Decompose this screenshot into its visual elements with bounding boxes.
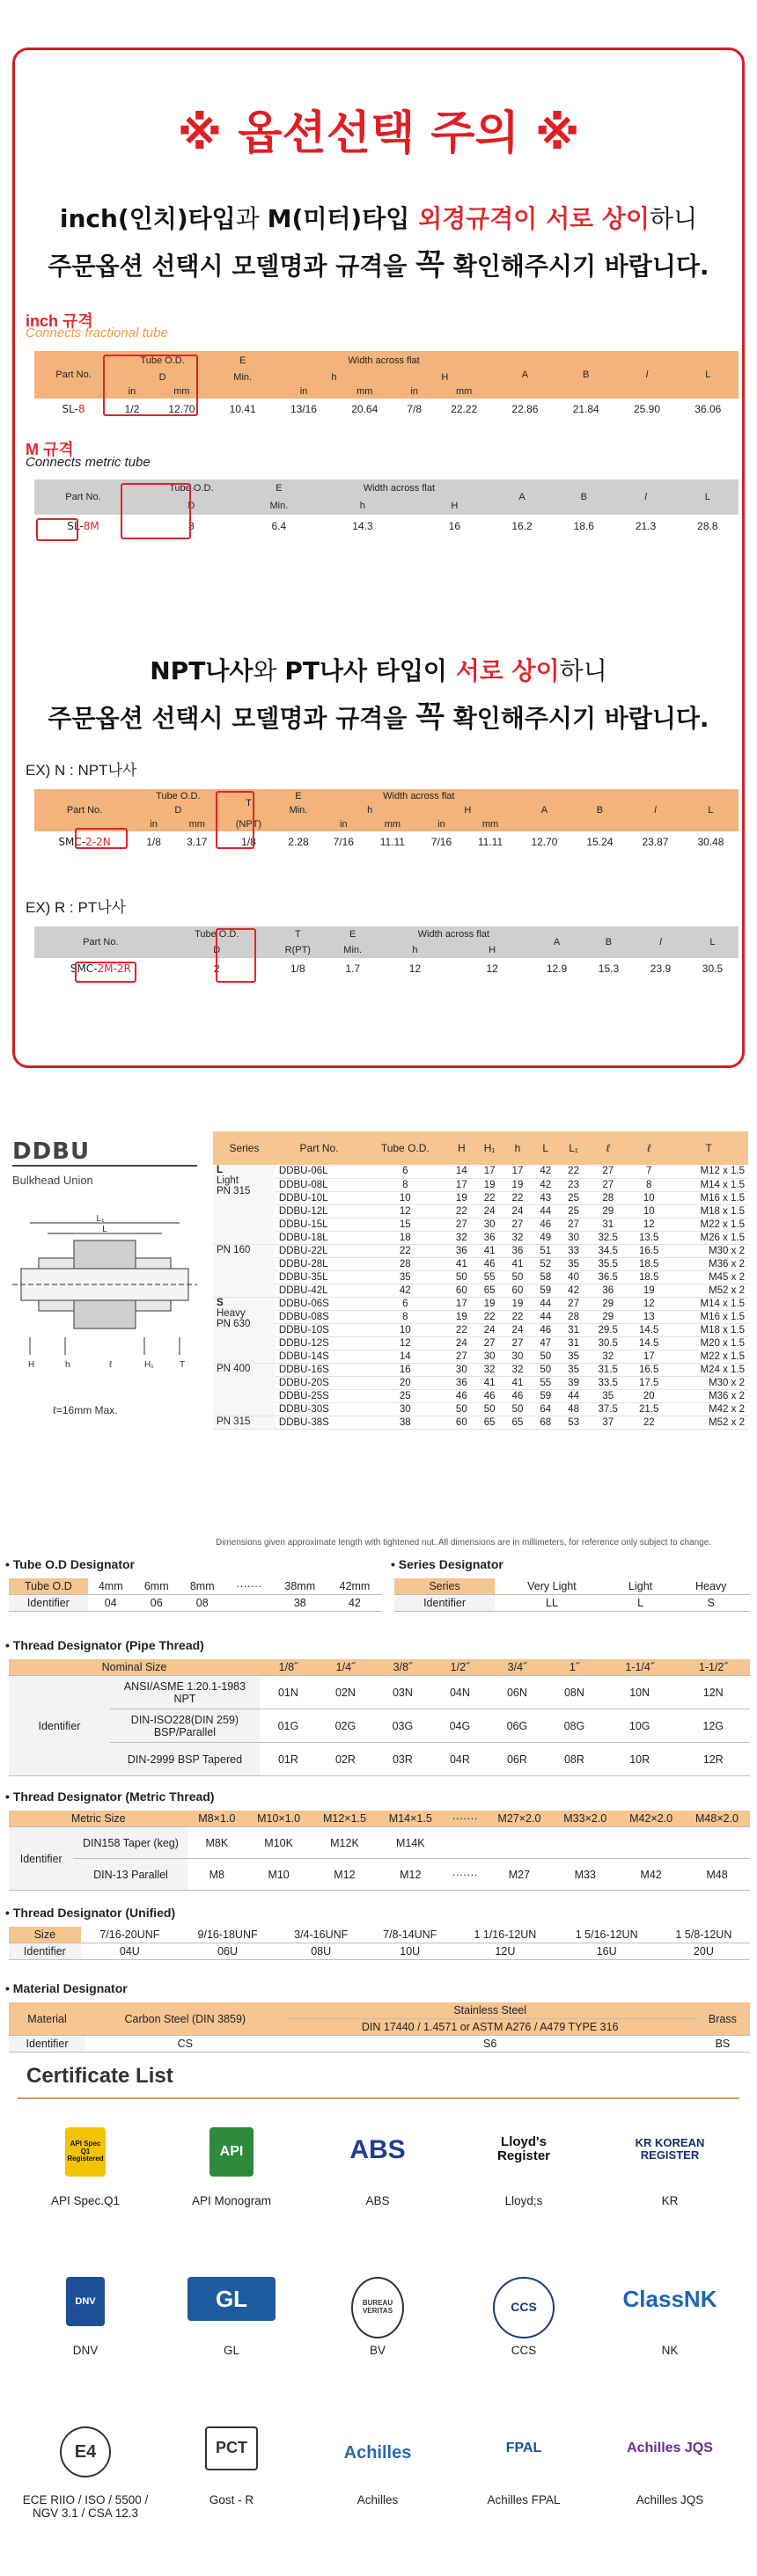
certificate-name: Gost - R	[209, 2493, 254, 2506]
unified-thread-table: Size 7/16-20UNF 9/16-18UNF 3/4-16UNF 7/8-14UNF 1 1/16-12UN 1 5/16-12UN 1 5/8-12UN Identifier 04U 06U 08U 10U 12U 16U 20U	[9, 1927, 750, 1960]
bulkhead-union-diagram	[12, 1214, 197, 1390]
certificate-name: Lloyd;s	[504, 2194, 543, 2207]
diagram-note: ℓ=16mm Max.	[53, 1404, 118, 1416]
abs-logo-icon: ABS	[325, 2127, 430, 2171]
certificate-item	[597, 2270, 743, 2411]
cert-divider	[18, 2097, 739, 2099]
ddbu-header-6: L	[532, 1131, 560, 1165]
thread-notice-line-1: NPT나사와 PT나사 타입이 서로 상이하니	[150, 656, 607, 685]
thread-notice-line-2: 주문옵션 선택시 모델명과 규격을 꼭 확인해주시기 바랍니다.	[48, 699, 709, 735]
ddbu-header-4: H₁	[475, 1131, 503, 1165]
achilles-jqs-logo-icon: Achilles JQS	[613, 2426, 727, 2470]
certificate-name: API Monogram	[191, 2194, 272, 2207]
pipe-thread-title: • Thread Designator (Pipe Thread)	[5, 1638, 204, 1652]
lloyd-s-register-logo-icon: Lloyd's Register	[475, 2127, 572, 2171]
npt-part-highlight-box	[75, 828, 128, 849]
ddbu-header-3: H	[447, 1131, 475, 1165]
material-table: Material Carbon Steel (DIN 3859) Stainless Steel Brass DIN 17440 / 1.4571 or ASTM A276 / A479 TYPE 316 Identifier CS S6 BS	[9, 2002, 750, 2053]
pct-logo-icon: PCT	[205, 2426, 258, 2470]
ddbu-series-cell: S Heavy PN 630	[213, 1297, 276, 1363]
certificate-name: ECE RIIO / ISO / 5500 / NGV 3.1 / CSA 12.3	[22, 2493, 149, 2520]
ddbu-row: PN 315 DDBU-38S 38 60 65 65 68 53 37 22 M52 x 2	[213, 1416, 748, 1429]
certificate-name: Achilles FPAL	[487, 2493, 561, 2506]
certificate-name: CCS	[511, 2344, 537, 2357]
pt-part-highlight-box	[75, 962, 136, 983]
notice-title: ※ 옵션선택 주의 ※	[177, 107, 580, 160]
ddbu-header-1: Part No.	[276, 1131, 363, 1165]
kr-korean-register-logo-icon: KR KOREAN REGISTER	[617, 2127, 723, 2171]
bureau-veritas-logo-icon: BUREAU VERITAS	[351, 2277, 404, 2338]
ddbu-header-8: ℓ	[587, 1131, 628, 1165]
unified-thread-title: • Thread Designator (Unified)	[5, 1906, 176, 1920]
ddbu-series-cell: L Light PN 315	[213, 1165, 276, 1244]
certificate-name: Achilles JQS	[636, 2493, 704, 2506]
certificate-name: Achilles	[356, 2493, 399, 2506]
series-table: Series Very Light Light Heavy Identifier LL L S	[394, 1578, 750, 1612]
metric-thread-title: • Thread Designator (Metric Thread)	[5, 1789, 215, 1804]
ccs-logo-icon: CCS	[493, 2277, 555, 2338]
certificate-item	[158, 2419, 305, 2560]
ddbu-row: DDBU-30S 30 50 50 50 64 48 37.5 21.5 M42 x 2	[213, 1402, 748, 1416]
npt-spec-table: Part No. Tube O.D. T E Width across flat A B l L D Min. h H in mm (NPT) in mm in mm SMC-2-2N 1/8 3.17 1/8 2.28 7/16 11.11 7/16 11.11 12.70 15.24 23.87 30.48	[34, 789, 739, 853]
series-title: • Series Designator	[391, 1557, 503, 1571]
ddbu-footnote: Dimensions given approximate length with tightened nut. All dimensions are in millimeters, for reference only subject to change.	[216, 1538, 712, 1548]
certificate-item	[305, 2419, 451, 2560]
e4-logo-icon: E4	[60, 2426, 111, 2477]
ddbu-header-0: Series	[213, 1131, 276, 1165]
ddbu-title: DDBU	[12, 1138, 91, 1165]
certificate-name: GL	[223, 2344, 239, 2357]
notice-line-2: 주문옵션 선택시 모델명과 규격을 꼭 확인해주시기 바랍니다.	[48, 247, 709, 282]
material-title: • Material Designator	[5, 1981, 128, 1995]
ddbu-row: PN 400 DDBU-16S 16 30 32 32 50 35 31.5 16.5 M24 x 1.5	[213, 1363, 748, 1376]
certificate-name: DNV	[72, 2344, 99, 2357]
ddbu-row: DDBU-12L 12 22 24 24 44 25 29 10 M18 x 1.5	[213, 1204, 748, 1218]
svg-text:h: h	[65, 1360, 70, 1370]
certificate-item	[305, 2120, 451, 2261]
ddbu-row: DDBU-18L 18 32 36 32 49 30 32.5 13.5 M26 x 1.5	[213, 1231, 748, 1244]
certificate-item	[12, 2270, 158, 2411]
m-sublabel: Connects metric tube	[26, 455, 151, 470]
certificate-name: NK	[661, 2344, 679, 2357]
ex-n-label: EX) N : NPT나사	[26, 762, 137, 779]
certificate-grid	[12, 2120, 745, 2569]
notice-line-1: inch(인치)타입과 M(미터)타입 외경규격이 서로 상이하니	[59, 204, 698, 233]
inch-part-no: SL-8	[62, 403, 85, 415]
ddbu-row: DDBU-10L 10 19 22 22 43 25 28 10 M16 x 1.5	[213, 1191, 748, 1204]
inch-highlight-box	[103, 355, 198, 416]
ddbu-row: DDBU-14S 14 27 30 30 50 35 32 17 M22 x 1.5	[213, 1350, 748, 1363]
achilles-logo-icon: Achilles	[334, 2426, 422, 2479]
certificate-item	[451, 2270, 597, 2411]
pt-highlight-box	[216, 928, 256, 983]
ddbu-header-9: ℓ	[628, 1131, 669, 1165]
ddbu-row: DDBU-08L 8 17 19 19 42 23 27 8 M14 x 1.5	[213, 1178, 748, 1191]
ddbu-row: DDBU-35L 35 50 55 50 58 40 36.5 18.5 M45 x 2	[213, 1270, 748, 1284]
m-spec-table: Part No. Tube O.D. E Width across flat A B l L D Min. h H SL-8M 8 6.4 14.3 16 16.2 18.6 21.3 28.8	[34, 479, 739, 538]
ex-r-label: EX) R : PT나사	[26, 899, 127, 916]
ddbu-header-5: h	[503, 1131, 532, 1165]
svg-text:L: L	[102, 1225, 107, 1234]
metric-thread-table: Metric Size M8×1.0 M10×1.0 M12×1.5 M14×1.5 ······· M27×2.0 M33×2.0 M42×2.0 M48×2.0 Identifier DIN158 Taper (keg) M8K M10K M12K M14K DIN-13 Parallel M8 M10 M12 M12 ······· M27 M33 M42 M48	[9, 1811, 750, 1891]
ddbu-row: DDBU-12S 12 24 27 27 47 31 30.5 14.5 M20 x 1.5	[213, 1336, 748, 1350]
certificate-name: KR	[661, 2194, 679, 2207]
certificate-name: API Spec.Q1	[50, 2194, 121, 2207]
certificate-item	[12, 2419, 158, 2560]
pipe-thread-table: Nominal Size 1/8˝ 1/4˝ 3/8˝ 1/2˝ 3/4˝ 1˝ 1-1/4˝ 1-1/2˝ Identifier ANSI/ASME 1.20.1-1983 NPT 01N 02N 03N 04N 06N 08N 10N 12N DIN-ISO228(DIN 259) BSP/Parallel 01G 02G 03G 04G 06G 08G 10G 12G DIN-2999 BSP Tapered 01R 02R 03R 04R 06R 08R 10R 12R	[9, 1659, 750, 1776]
ddbu-series-cell: PN 400	[213, 1363, 276, 1416]
inch-label: inch 규격	[26, 312, 93, 330]
certificate-item	[597, 2120, 743, 2261]
ddbu-subtitle: Bulkhead Union	[12, 1174, 93, 1187]
ddbu-row: DDBU-28L 28 41 46 41 52 35 35.5 18.5 M36 x 2	[213, 1257, 748, 1270]
m-part-highlight-box	[36, 518, 78, 541]
ddbu-row: DDBU-20S 20 36 41 41 55 39 33.5 17.5 M30 x 2	[213, 1376, 748, 1389]
certificate-item	[158, 2270, 305, 2411]
ddbu-table	[213, 1131, 748, 1430]
tube-od-table: Tube O.D 4mm 6mm 8mm ······· 38mm 42mm Identifier 04 06 08 38 42	[9, 1578, 382, 1612]
certificate-item	[597, 2419, 743, 2560]
fpal-logo-icon: FPAL	[475, 2426, 572, 2470]
api-spec-q1-registered-logo-icon: API Spec Q1 Registered	[65, 2127, 106, 2177]
ddbu-series-cell: PN 315	[213, 1416, 276, 1429]
certificate-item	[12, 2120, 158, 2261]
certificate-item	[451, 2419, 597, 2560]
ddbu-row: DDBU-25S 25 46 46 46 59 44 35 20 M36 x 2	[213, 1389, 748, 1402]
ddbu-row: PN 160 DDBU-22L 22 36 41 36 51 33 34.5 16.5 M30 x 2	[213, 1244, 748, 1257]
m-label: M 규격	[26, 441, 74, 458]
ddbu-row: DDBU-08S 8 19 22 22 44 28 29 13 M16 x 1.5	[213, 1310, 748, 1323]
ddbu-row: L Light PN 315 DDBU-06L 6 14 17 17 42 22 27 7 M12 x 1.5	[213, 1165, 748, 1178]
certificate-item	[158, 2120, 305, 2261]
svg-text:H₁: H₁	[144, 1360, 154, 1370]
certificate-item	[305, 2270, 451, 2411]
svg-text:ℓ: ℓ	[109, 1360, 113, 1370]
dnv-logo-icon: DNV	[66, 2277, 105, 2326]
ddbu-row: DDBU-10S 10 22 24 24 46 31 29.5 14.5 M18 x 1.5	[213, 1323, 748, 1336]
tube-od-title: • Tube O.D Designator	[5, 1557, 135, 1571]
svg-text:T: T	[180, 1360, 186, 1370]
m-highlight-box	[121, 483, 191, 539]
certificate-name: ABS	[365, 2194, 390, 2207]
certificate-name: BV	[369, 2344, 386, 2357]
npt-highlight-box	[216, 791, 254, 849]
ddbu-header-10: T	[669, 1131, 748, 1165]
inch-sublabel: Connects fractional tube	[26, 326, 168, 340]
classnk-logo-icon: ClassNK	[617, 2277, 723, 2321]
ddbu-header-7: L₁	[560, 1131, 588, 1165]
inch-spec-table: Part No. Tube O.D. E Width across flat A B l L D Min. h H in mm in mm in mm SL-8 1/2 12.70 10.41 13/16 20.64 7/8 22.22 22.86 21.84 25.90 36.06	[34, 351, 739, 420]
certificate-list-title: Certificate List	[26, 2064, 173, 2088]
gl-logo-icon: GL	[187, 2277, 276, 2321]
notice-box	[12, 48, 745, 1068]
ddbu-row: S Heavy PN 630 DDBU-06S 6 17 19 19 44 27 29 12 M14 x 1.5	[213, 1297, 748, 1310]
svg-text:H: H	[28, 1360, 35, 1370]
ddbu-row: DDBU-15L 15 27 30 27 46 27 31 12 M22 x 1.5	[213, 1218, 748, 1231]
ddbu-row: DDBU-42L 42 60 65 60 59 42 36 19 M52 x 2	[213, 1284, 748, 1297]
svg-text:L₁: L₁	[96, 1214, 105, 1224]
ddbu-header-2: Tube O.D.	[363, 1131, 447, 1165]
ddbu-series-cell: PN 160	[213, 1244, 276, 1297]
api-logo-icon: API	[209, 2127, 254, 2177]
ddbu-title-underline	[12, 1131, 197, 1167]
pt-spec-table: Part No. Tube O.D. T E Width across flat A B l L D R(PT) Min. h H SMC-2M-2R 2 1/8 1.7 12 12 12.9 15.3 23.9 30.5	[34, 926, 739, 979]
certificate-item	[451, 2120, 597, 2261]
